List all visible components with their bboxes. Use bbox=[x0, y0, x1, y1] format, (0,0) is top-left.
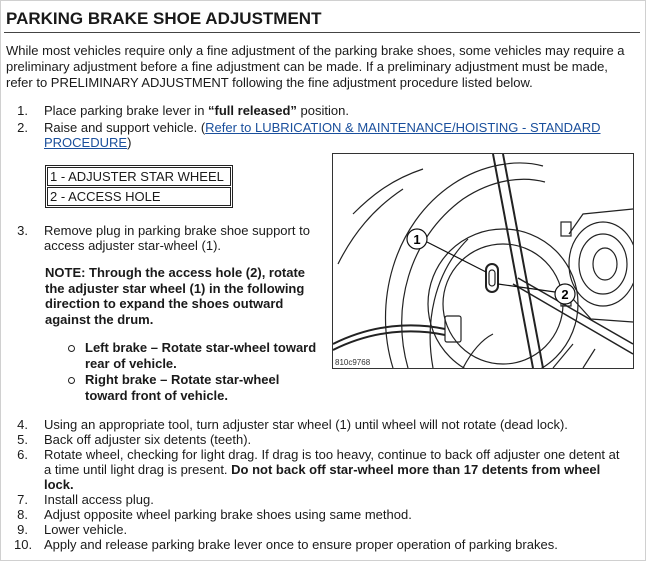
step-warning: lock. bbox=[44, 477, 74, 492]
step-text: Back off adjuster six detents (teeth). bbox=[44, 432, 252, 447]
hoisting-procedure-link[interactable]: Refer to LUBRICATION & MAINTENANCE/HOISTING - STANDARD bbox=[205, 120, 601, 135]
bullet-line: Right brake – Rotate star-wheel bbox=[85, 372, 280, 387]
bullet-line: rear of vehicle. bbox=[85, 355, 177, 371]
bullet-icon bbox=[68, 377, 75, 384]
step-text: access adjuster star-wheel (1). bbox=[44, 238, 222, 253]
step-number: 5. bbox=[17, 432, 28, 447]
step-number: 9. bbox=[17, 522, 28, 537]
step-text: Raise and support vehicle. ( bbox=[44, 120, 206, 135]
callout-2 bbox=[498, 284, 575, 304]
page-title: PARKING BRAKE SHOE ADJUSTMENT bbox=[6, 9, 322, 28]
figure-code: 810c9768 bbox=[335, 358, 371, 367]
step-number: 8. bbox=[17, 507, 28, 522]
note-block bbox=[45, 265, 325, 327]
brake-assembly-illustration bbox=[333, 154, 633, 368]
step-number: 3. bbox=[17, 223, 28, 238]
brake-assembly-figure bbox=[332, 153, 634, 369]
callout-2-label: 2 bbox=[561, 287, 569, 302]
step-number: 10. bbox=[14, 537, 33, 552]
step-text: Remove plug in parking brake shoe support to bbox=[44, 223, 310, 238]
title-divider bbox=[4, 32, 640, 33]
note-line: direction to expand the shoes outward bbox=[45, 296, 284, 311]
bullet-right-brake bbox=[85, 372, 325, 403]
step-emphasis: “full released” bbox=[208, 103, 297, 118]
bullet-line: Left brake – Rotate star-wheel toward bbox=[85, 340, 317, 355]
step-text: Apply and release parking brake lever once to ensure proper operation of parking brakes. bbox=[44, 537, 558, 552]
step-number: 6. bbox=[17, 447, 28, 462]
legend-item-access-hole: 2 - ACCESS HOLE bbox=[47, 187, 231, 206]
step-text: ) bbox=[127, 135, 132, 150]
step-warning: Do not back off star-wheel more than 17 detents from wheel bbox=[231, 462, 601, 477]
intro-paragraph: While most vehicles require only a fine adjustment of the parking brake shoes, some vehicles may require a preliminary adjustment before a fine adjustment can be made. If a preliminary adjustment must be made, refer to PRELIMINARY ADJUSTMENT following the fine adjustment procedure listed below. bbox=[6, 43, 625, 90]
legend-item-star-wheel: 1 - ADJUSTER STAR WHEEL bbox=[47, 167, 231, 186]
step-text: Place parking brake lever in bbox=[44, 103, 209, 118]
bullet-left-brake bbox=[85, 340, 325, 371]
step-text: Install access plug. bbox=[44, 492, 154, 507]
bullet-line: toward front of vehicle. bbox=[85, 387, 229, 403]
step-text: Rotate wheel, checking for light drag. If drag is too heavy, continue to back off adjuster one detent at bbox=[44, 447, 620, 462]
step-text: position. bbox=[296, 103, 349, 118]
step-number: 4. bbox=[17, 417, 28, 432]
note-line: the adjuster star wheel (1) in the following bbox=[45, 280, 305, 296]
step-number: 1. bbox=[17, 103, 28, 118]
legend-table bbox=[45, 165, 233, 208]
step-number: 7. bbox=[17, 492, 28, 507]
bullet-icon bbox=[68, 345, 75, 352]
step-text: Using an appropriate tool, turn adjuster star wheel (1) until wheel will not rotate (dead lock). bbox=[44, 417, 568, 432]
note-line: against the drum. bbox=[45, 311, 154, 327]
step-number: 2. bbox=[17, 120, 28, 135]
callout-1-label: 1 bbox=[413, 232, 421, 247]
step-text: Adjust opposite wheel parking brake shoes using same method. bbox=[44, 507, 412, 522]
step-text: a time until light drag is present. bbox=[44, 462, 232, 477]
note-line: NOTE: Through the access hole (2), rotate bbox=[45, 265, 306, 280]
hoisting-procedure-link-cont[interactable]: PROCEDURE bbox=[44, 135, 128, 150]
step-text: Lower vehicle. bbox=[44, 522, 128, 537]
